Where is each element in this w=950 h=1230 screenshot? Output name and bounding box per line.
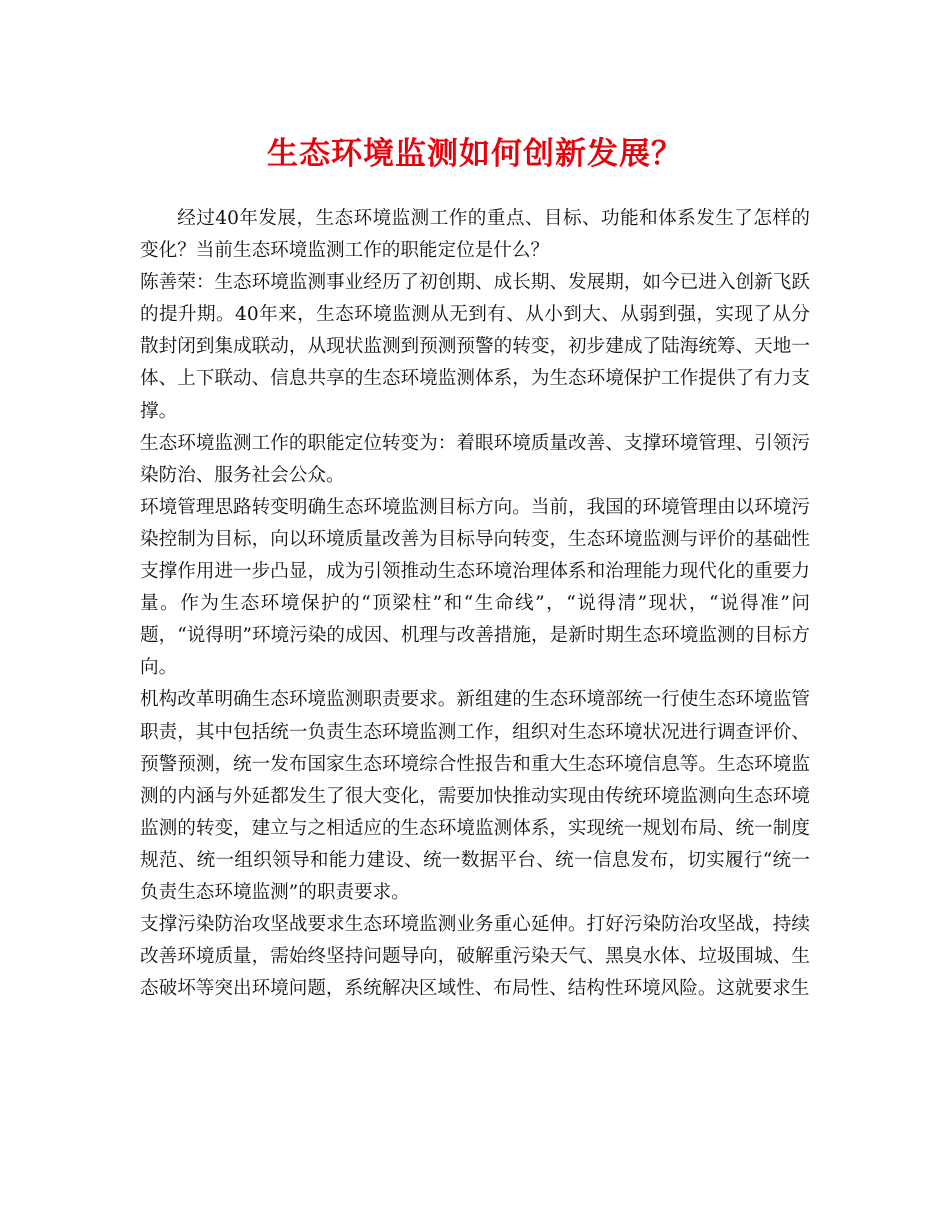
paragraph-reform: 机构改革明确生态环境监测职责要求。新组建的生态环境部统一行使生态环境监管职责，其中包括统一负责生态环境监测工作，组织对生态环境状况进行调查评价、预警预测，统一发布国家生态环境综合性报告和重大生态环境信息等。生态环境监测的内涵与外延都发生了很大变化，需要加快推动实现由传统环境监测向生态环境监测的转变，建立与之相适应的生态环境监测体系，实现统一规划布局、统一制度规范、统一组织领导和能力建设、统一数据平台、统一信息发布，切实履行“统一负责生态环境监测”的职责要求。 — [140, 689, 810, 903]
paragraph-answer-intro: 陈善荣：生态环境监测事业经历了初创期、成长期、发展期，如今已进入创新飞跃的提升期。40年来，生态环境监测从无到有、从小到大、从弱到强，实现了从分散封闭到集成联动，从现状监测到预测预警的转变，初步建成了陆海统筹、天地一体、上下联动、信息共享的生态环境监测体系，为生态环境保护工作提供了有力支撑。 — [140, 272, 810, 422]
paragraph-pollution-control: 支撑污染防治攻坚战要求生态环境监测业务重心延伸。打好污染防治攻坚战，持续改善环境质量，需始终坚持问题导向，破解重污染天气、黑臭水体、垃圾围城、生态破坏等突出环境问题，系统解决区域性、布局性、结构性环境风险。这就要求生 — [140, 914, 810, 1000]
paragraph-positioning: 生态环境监测工作的职能定位转变为：着眼环境质量改善、支撑环境管理、引领污染防治、服务社会公众。 — [140, 432, 810, 486]
document-body — [140, 203, 810, 1005]
paragraph-question: 经过40年发展，生态环境监测工作的重点、目标、功能和体系发生了怎样的变化？当前生态环境监测工作的职能定位是什么？ — [140, 208, 810, 262]
paragraph-management: 环境管理思路转变明确生态环境监测目标方向。当前，我国的环境管理由以环境污染控制为目标，向以环境质量改善为目标导向转变，生态环境监测与评价的基础性支撑作用进一步凸显，成为引领推动生态环境治理体系和治理能力现代化的重要力量。作为生态环境保护的“顶梁柱”和“生命线”，“说得清”现状，“说得准”问题，“说得明”环境污染的成因、机理与改善措施，是新时期生态环境监测的目标方向。 — [140, 496, 810, 679]
document-title: 生态环境监测如何创新发展？ — [267, 136, 683, 172]
